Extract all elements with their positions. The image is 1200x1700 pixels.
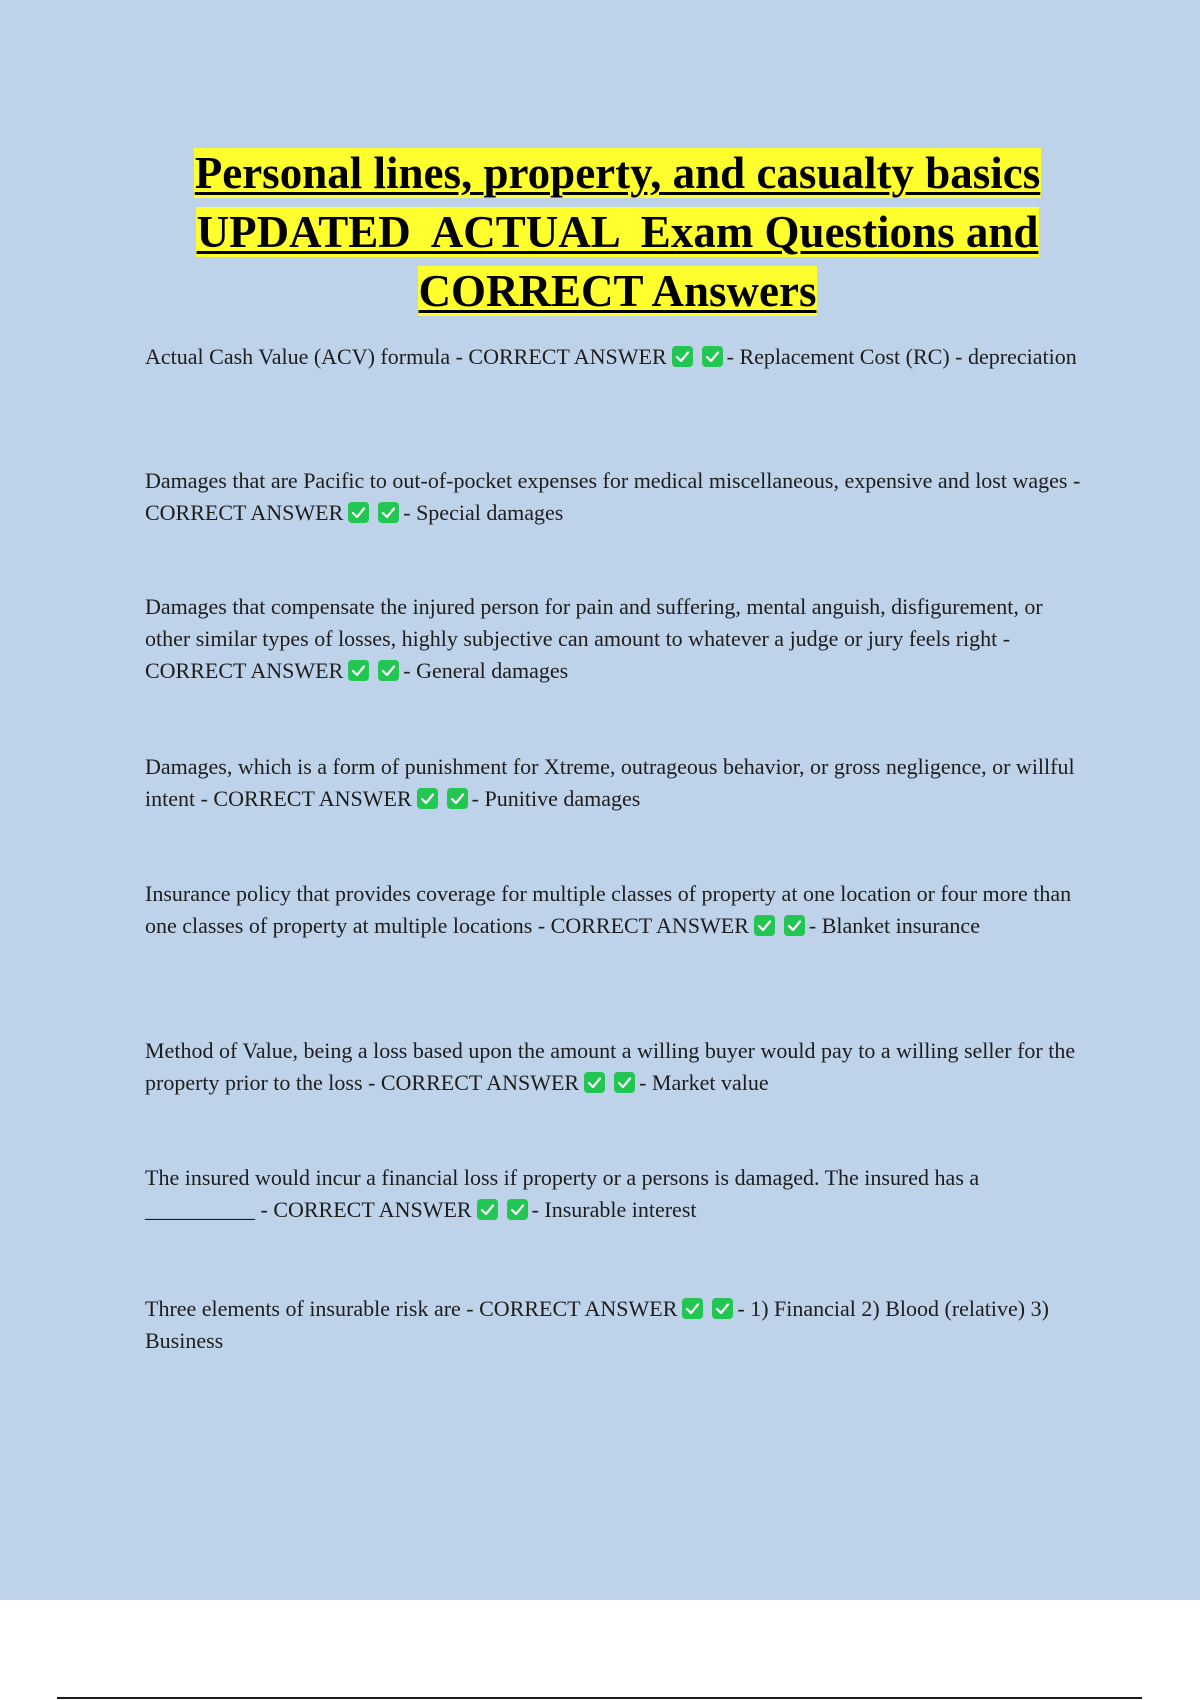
answer-text: - Blanket insurance [808,913,980,938]
answer-text: - General damages [403,658,569,683]
title-line-2: UPDATED ACTUAL Exam Questions and [196,207,1039,257]
check-box-icon [417,788,438,809]
question-text: Damages that are Pacific to out-of-pocket expenses for medical miscellaneous, expensive and lost wages - CORRECT ANSWER [145,468,1081,525]
check-box-icon [672,346,693,367]
question-text: The insured would incur a financial loss if property or a persons is damaged. The insured has a __________ - CORRECT ANSWER [145,1165,980,1222]
check-box-icon [378,502,399,523]
check-box-icon [447,788,468,809]
qa-item [145,878,1090,942]
title-line-3: CORRECT Answers [418,266,817,316]
check-box-icon [682,1298,703,1319]
qa-item [145,751,1090,815]
qa-item [145,341,1090,373]
document-title [140,144,1095,321]
question-text: Actual Cash Value (ACV) formula - CORRECT ANSWER [145,344,667,369]
qa-item [145,1162,1090,1226]
check-box-icon [614,1072,635,1093]
question-text: Damages, which is a form of punishment for Xtreme, outrageous behavior, or gross negligence, or willful intent - CORRECT ANSWER [145,754,1075,811]
question-text: Three elements of insurable risk are - CORRECT ANSWER [145,1296,678,1321]
check-box-icon [477,1199,498,1220]
check-box-icon [702,346,723,367]
question-text: Damages that compensate the injured person for pain and suffering, mental anguish, disfigurement, or other similar types of losses, highly subjective can amount to whatever a judge or jury feels right - CORRECT ANSWER [145,594,1043,683]
answer-text: - Special damages [403,500,564,525]
qa-item [145,1035,1090,1099]
answer-text: - Market value [639,1070,769,1095]
check-box-icon [378,660,399,681]
answer-text: - Punitive damages [471,786,641,811]
check-box-icon [348,660,369,681]
check-box-icon [754,915,775,936]
footer-divider [57,1697,1142,1699]
title-line-1: Personal lines, property, and casualty basics [194,148,1041,198]
check-box-icon [712,1298,733,1319]
check-box-icon [784,915,805,936]
answer-text: - Insurable interest [531,1197,697,1222]
check-box-icon [507,1199,528,1220]
question-text: Insurance policy that provides coverage for multiple classes of property at one location or four more than one classes of property at multiple locations - CORRECT ANSWER [145,881,1072,938]
qa-item [145,1293,1090,1357]
answer-text: - 1) Financial 2) Blood (relative) 3) Business [145,1296,1049,1353]
qa-item [145,465,1090,529]
check-box-icon [584,1072,605,1093]
question-text: Method of Value, being a loss based upon the amount a willing buyer would pay to a willing seller for the property prior to the loss - CORRECT ANSWER [145,1038,1076,1095]
qa-item [145,591,1090,687]
page-footer [0,1600,1200,1700]
answer-text: - Replacement Cost (RC) - depreciation [726,344,1077,369]
check-box-icon [348,502,369,523]
